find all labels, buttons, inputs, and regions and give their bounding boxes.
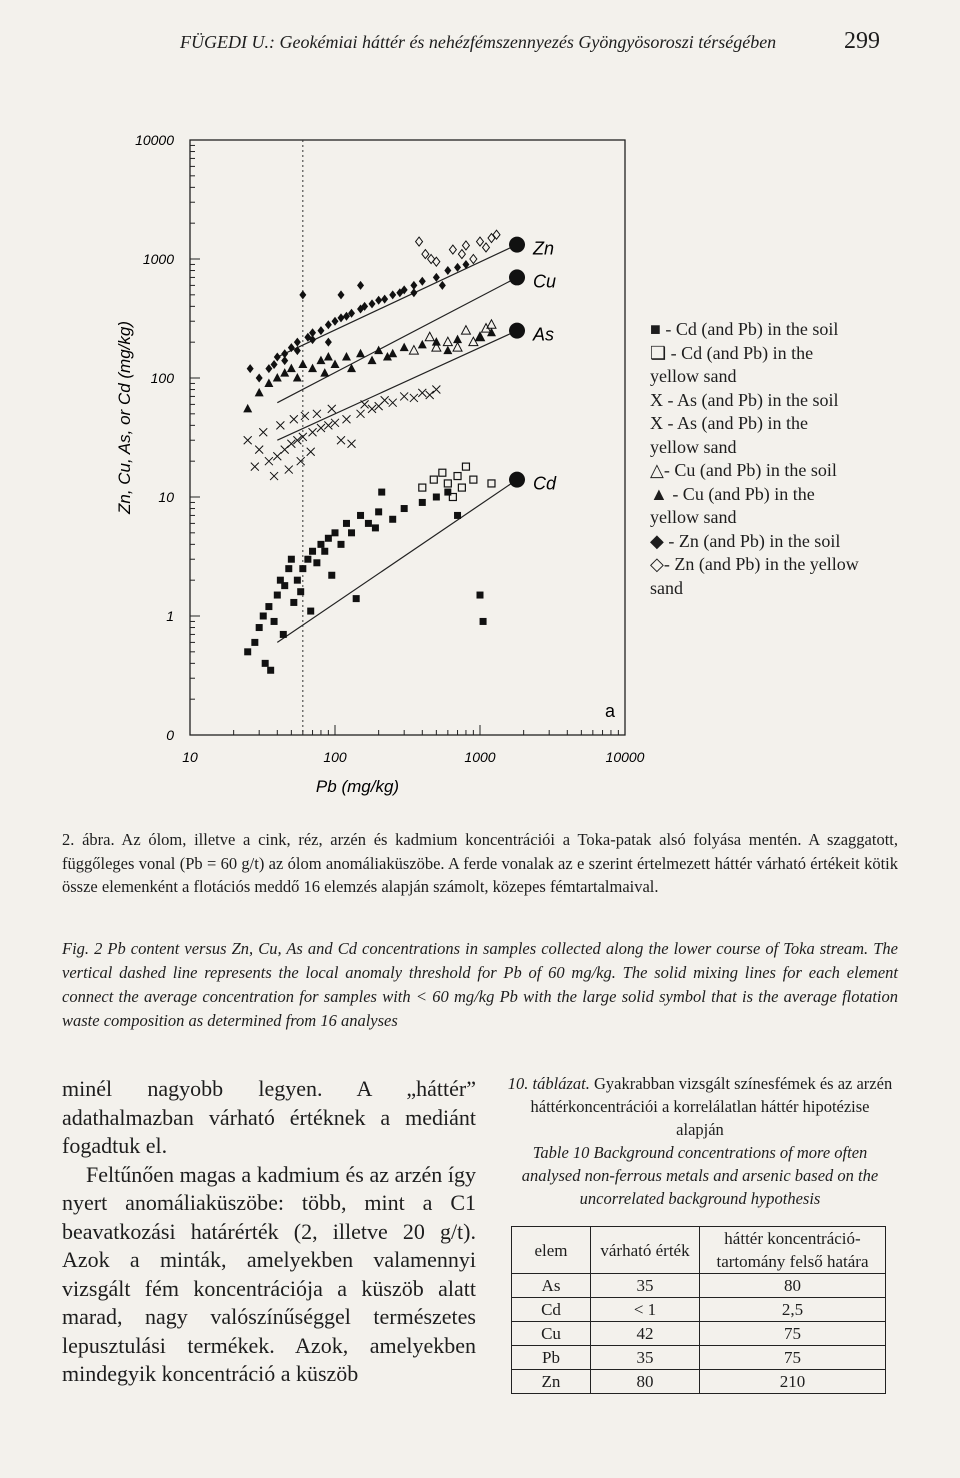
data-point xyxy=(337,436,345,444)
data-point xyxy=(388,349,397,358)
data-point xyxy=(304,556,311,563)
scatter-chart xyxy=(100,120,660,810)
data-point xyxy=(338,313,345,322)
data-point xyxy=(488,234,495,243)
y-tick-label: 100 xyxy=(150,370,174,386)
data-point xyxy=(280,368,289,377)
table-cell: Zn xyxy=(512,1370,591,1394)
data-point xyxy=(470,476,477,483)
data-point xyxy=(298,359,307,368)
table-cell: As xyxy=(512,1274,591,1298)
data-point xyxy=(462,463,469,470)
data-point xyxy=(317,326,324,335)
data-point xyxy=(483,243,490,252)
data-point xyxy=(332,529,339,536)
data-point xyxy=(410,394,418,402)
data-point xyxy=(458,484,465,491)
table-cell: Cd xyxy=(512,1298,591,1322)
data-point xyxy=(389,399,397,407)
header-title-text: : Geokémiai háttér és nehézfémszennyezés Gyöngyösoroszi térségében xyxy=(268,32,777,52)
data-point xyxy=(357,410,365,418)
data-point xyxy=(410,288,417,297)
data-point xyxy=(273,452,281,460)
data-point xyxy=(416,237,423,246)
data-point xyxy=(365,520,372,527)
table-cell: 75 xyxy=(700,1322,886,1346)
data-point xyxy=(369,299,376,308)
data-point xyxy=(356,349,365,358)
data-point xyxy=(288,343,295,352)
table-caption-label: 10. táblázat. xyxy=(507,1074,590,1093)
data-point xyxy=(381,295,388,304)
waste-average-marker xyxy=(509,472,525,488)
data-point xyxy=(433,494,440,501)
data-point xyxy=(294,338,301,347)
waste-average-marker xyxy=(509,323,525,339)
y-axis-label: Zn, Cu, As, or Cd (mg/kg) xyxy=(115,320,134,515)
data-point xyxy=(453,335,462,344)
y-tick-label: 1000 xyxy=(142,251,174,267)
data-point xyxy=(321,548,328,555)
x-tick-label: 100 xyxy=(323,749,347,765)
data-point xyxy=(439,281,446,290)
data-point xyxy=(418,389,426,397)
data-point xyxy=(338,541,345,548)
table-cell: 80 xyxy=(700,1274,886,1298)
figure-caption-hu: 2. ábra. Az ólom, illetve a cink, réz, arzén és kadmium koncentrációi a Toka-patak alsó folyása mentén. A szaggatott, függőleges vonal (Pb = 60 g/t) az ólom anomáliaküszöbe. A ferde vonalak az e szerint értelmezett háttér várható értékeit kötik össze elemenként a flotációs meddő 16 elemzés alapján számolt, közepes fémtartalmaival. xyxy=(62,830,898,896)
table-header-cell: háttér koncentráció-tartomány felső határa xyxy=(700,1227,886,1274)
data-point xyxy=(454,512,461,519)
table-header-cell: várható érték xyxy=(591,1227,700,1274)
data-point xyxy=(281,582,288,589)
data-point xyxy=(301,412,309,420)
data-point xyxy=(251,639,258,646)
table-row xyxy=(512,1298,886,1322)
table-row xyxy=(512,1370,886,1394)
data-point xyxy=(294,346,301,355)
figure-caption-en: Fig. 2 Pb content versus Zn, Cu, As and Cd concentrations in samples collected along the lower course of Toka stream. The vertical dashed line represents the local anomaly threshold for Pb of 60 mg/kg. The solid mixing lines for each element connect the average concentration for samples with < 60 mg/kg Pb with the large solid symbol that is the average flotation waste composition as determined from 16 analyses xyxy=(62,939,898,1030)
x-tick-label: 1000 xyxy=(464,749,496,765)
data-point xyxy=(400,343,409,352)
data-point xyxy=(381,396,389,404)
data-point xyxy=(368,356,377,365)
data-point xyxy=(256,374,263,383)
data-point xyxy=(353,595,360,602)
table-row xyxy=(512,1346,886,1370)
data-point xyxy=(444,489,451,496)
data-point xyxy=(477,237,484,246)
data-point xyxy=(432,386,440,394)
background-table xyxy=(511,1226,886,1394)
data-point xyxy=(462,241,469,250)
data-point xyxy=(476,332,485,341)
data-point xyxy=(444,266,451,275)
legend-entry-cd-sand: ❑ - Cd (and Pb) in the yellow sand xyxy=(650,342,814,386)
data-point xyxy=(325,338,332,347)
table-row xyxy=(512,1322,886,1346)
data-point xyxy=(328,405,336,413)
data-point xyxy=(419,277,426,286)
data-point xyxy=(297,457,305,465)
table-caption-text: Gyakrabban vizsgált színesfémek és az arzén háttérkoncentrációi a korrelálatlan háttér hipotézise alapján xyxy=(530,1074,893,1139)
table-caption-hu xyxy=(505,1072,895,1141)
data-point xyxy=(461,326,470,335)
data-point xyxy=(348,440,356,448)
x-tick-label: 10 xyxy=(182,749,198,765)
element-label: Cd xyxy=(533,473,557,494)
data-point xyxy=(267,667,274,674)
table-cell: 75 xyxy=(700,1346,886,1370)
body-paragraph-2: Feltűnően magas a kadmium és az arzén így nyert anomáliaküszöbe: több, mint a C1 beavatkozási határérték (2, illetve 20 g/t). Azok a minták, amelyekben valamennyi vizsgált fém koncentrációja a küszöb alatt marad, nagy valószínűséggel természetes lepusztulási termékek. Azok, amelyekben mindegyik koncentráció a küszöb xyxy=(62,1161,476,1386)
y-tick-label: 1 xyxy=(166,608,174,624)
data-point xyxy=(307,448,315,456)
data-point xyxy=(309,548,316,555)
data-point xyxy=(293,373,302,382)
data-point xyxy=(433,273,440,282)
data-point xyxy=(255,388,264,397)
header-author: FÜGEDI U. xyxy=(180,32,269,52)
data-point xyxy=(458,250,465,259)
data-point xyxy=(313,410,321,418)
element-label: Cu xyxy=(533,271,557,292)
data-point xyxy=(244,436,252,444)
y-tick-label: 10000 xyxy=(135,132,174,148)
legend-entry-as-soil: X - As (and Pb) in the soil xyxy=(650,389,839,410)
data-point xyxy=(287,364,296,373)
data-point xyxy=(342,415,350,423)
data-point xyxy=(274,592,281,599)
running-header xyxy=(180,28,880,62)
data-point xyxy=(260,613,267,620)
data-point xyxy=(401,505,408,512)
data-point xyxy=(297,588,304,595)
table-cell: 210 xyxy=(700,1370,886,1394)
chart-legend xyxy=(650,318,860,600)
table-caption-en: Table 10 Background concentrations of more often analysed non-ferrous metals and arsenic based on the uncorrelated background hypothesis xyxy=(521,1143,879,1208)
data-point xyxy=(265,457,273,465)
data-point xyxy=(357,512,364,519)
body-paragraph-1: minél nagyobb legyen. A „háttér” adathalmazban várható értéknek a mediánt fogadtuk el. xyxy=(62,1076,476,1158)
data-point xyxy=(281,446,289,454)
data-point xyxy=(317,424,325,432)
data-point xyxy=(285,565,292,572)
body-text xyxy=(62,1075,476,1389)
table-cell: 42 xyxy=(591,1322,700,1346)
data-point xyxy=(271,618,278,625)
mixing-line xyxy=(277,331,517,441)
data-point xyxy=(477,592,484,599)
data-point xyxy=(357,281,364,290)
legend-entry-zn-soil: ◆ - Zn (and Pb) in the soil xyxy=(650,530,841,551)
data-point xyxy=(419,499,426,506)
data-point xyxy=(375,508,382,515)
data-point xyxy=(361,400,369,408)
data-point xyxy=(294,577,301,584)
data-point xyxy=(378,489,385,496)
legend-entry-cd-soil: ■ - Cd (and Pb) in the soil xyxy=(650,319,839,339)
data-point xyxy=(374,346,383,355)
data-point xyxy=(316,356,325,365)
table-caption xyxy=(505,1072,895,1210)
data-point xyxy=(324,421,332,429)
legend-entry-zn-sand: ◇- Zn (and Pb) in the yellow sand xyxy=(650,554,859,598)
panel-label: a xyxy=(604,701,616,721)
table-cell: 35 xyxy=(591,1274,700,1298)
data-point xyxy=(317,541,324,548)
data-point xyxy=(325,535,332,542)
element-label: As xyxy=(533,324,555,345)
data-point xyxy=(280,631,287,638)
data-point xyxy=(375,296,382,305)
data-point xyxy=(320,368,329,377)
table-cell: < 1 xyxy=(591,1298,700,1322)
table-cell: Pb xyxy=(512,1346,591,1370)
table-row xyxy=(512,1274,886,1298)
data-point xyxy=(331,359,340,368)
data-point xyxy=(343,520,350,527)
table-cell: Cu xyxy=(512,1322,591,1346)
data-point xyxy=(256,624,263,631)
data-point xyxy=(324,352,333,361)
legend-entry-cu-sand: ▲ - Cu (and Pb) in the yellow sand xyxy=(650,483,815,527)
data-point xyxy=(400,392,408,400)
data-point xyxy=(449,245,456,254)
table-cell: 35 xyxy=(591,1346,700,1370)
data-point xyxy=(453,343,462,352)
y-tick-label: 10 xyxy=(158,489,174,505)
data-point xyxy=(493,230,500,239)
data-point xyxy=(299,565,306,572)
data-point xyxy=(347,364,356,373)
data-point xyxy=(288,556,295,563)
data-point xyxy=(389,516,396,523)
data-point xyxy=(443,337,452,346)
data-point xyxy=(470,255,477,264)
data-point xyxy=(255,446,263,454)
page-number: 299 xyxy=(844,28,880,54)
table-header-row xyxy=(512,1227,886,1274)
waste-average-marker xyxy=(509,269,525,285)
data-point xyxy=(251,463,259,471)
data-point xyxy=(342,352,351,361)
table-header-cell: elem xyxy=(512,1227,591,1274)
legend-entry-as-sand: X - As (and Pb) in the yellow sand xyxy=(650,413,808,457)
x-tick-label: 10000 xyxy=(605,749,645,765)
data-point xyxy=(443,346,452,355)
data-point xyxy=(348,529,355,536)
table-cell: 2,5 xyxy=(700,1298,886,1322)
data-point xyxy=(290,599,297,606)
data-point xyxy=(243,404,252,413)
data-point xyxy=(259,428,267,436)
waste-average-marker xyxy=(509,237,525,253)
data-point xyxy=(328,572,335,579)
table-cell: 80 xyxy=(591,1370,700,1394)
data-point xyxy=(290,415,298,423)
data-point xyxy=(409,346,418,355)
data-point xyxy=(332,317,339,326)
data-point xyxy=(264,378,273,387)
data-point xyxy=(488,480,495,487)
data-point xyxy=(273,373,282,382)
data-point xyxy=(331,419,339,427)
data-point xyxy=(247,364,254,373)
data-point xyxy=(454,473,461,480)
data-point xyxy=(274,353,281,362)
data-point xyxy=(422,250,429,259)
data-point xyxy=(309,428,317,436)
data-point xyxy=(372,524,379,531)
data-point xyxy=(281,356,288,365)
data-point xyxy=(419,484,426,491)
element-label: Zn xyxy=(533,238,555,259)
data-point xyxy=(439,469,446,476)
data-point xyxy=(270,472,278,480)
data-point xyxy=(265,603,272,610)
data-point xyxy=(299,290,306,299)
data-point xyxy=(307,608,314,615)
data-point xyxy=(338,290,345,299)
data-point xyxy=(276,421,284,429)
data-point xyxy=(426,391,434,399)
data-point xyxy=(389,290,396,299)
x-axis-label: Pb (mg/kg) xyxy=(315,777,400,796)
data-point xyxy=(430,476,437,483)
data-point xyxy=(444,480,451,487)
header-title xyxy=(180,32,776,53)
data-point xyxy=(285,466,293,474)
data-point xyxy=(325,320,332,329)
data-point xyxy=(425,332,434,341)
data-point xyxy=(308,364,317,373)
legend-entry-cu-soil: △- Cu (and Pb) in the soil xyxy=(650,460,837,480)
data-point xyxy=(454,263,461,272)
y-tick-label: 0 xyxy=(166,727,174,743)
data-point xyxy=(480,618,487,625)
data-point xyxy=(368,405,376,413)
data-point xyxy=(244,648,251,655)
data-point xyxy=(262,660,269,667)
data-point xyxy=(313,559,320,566)
